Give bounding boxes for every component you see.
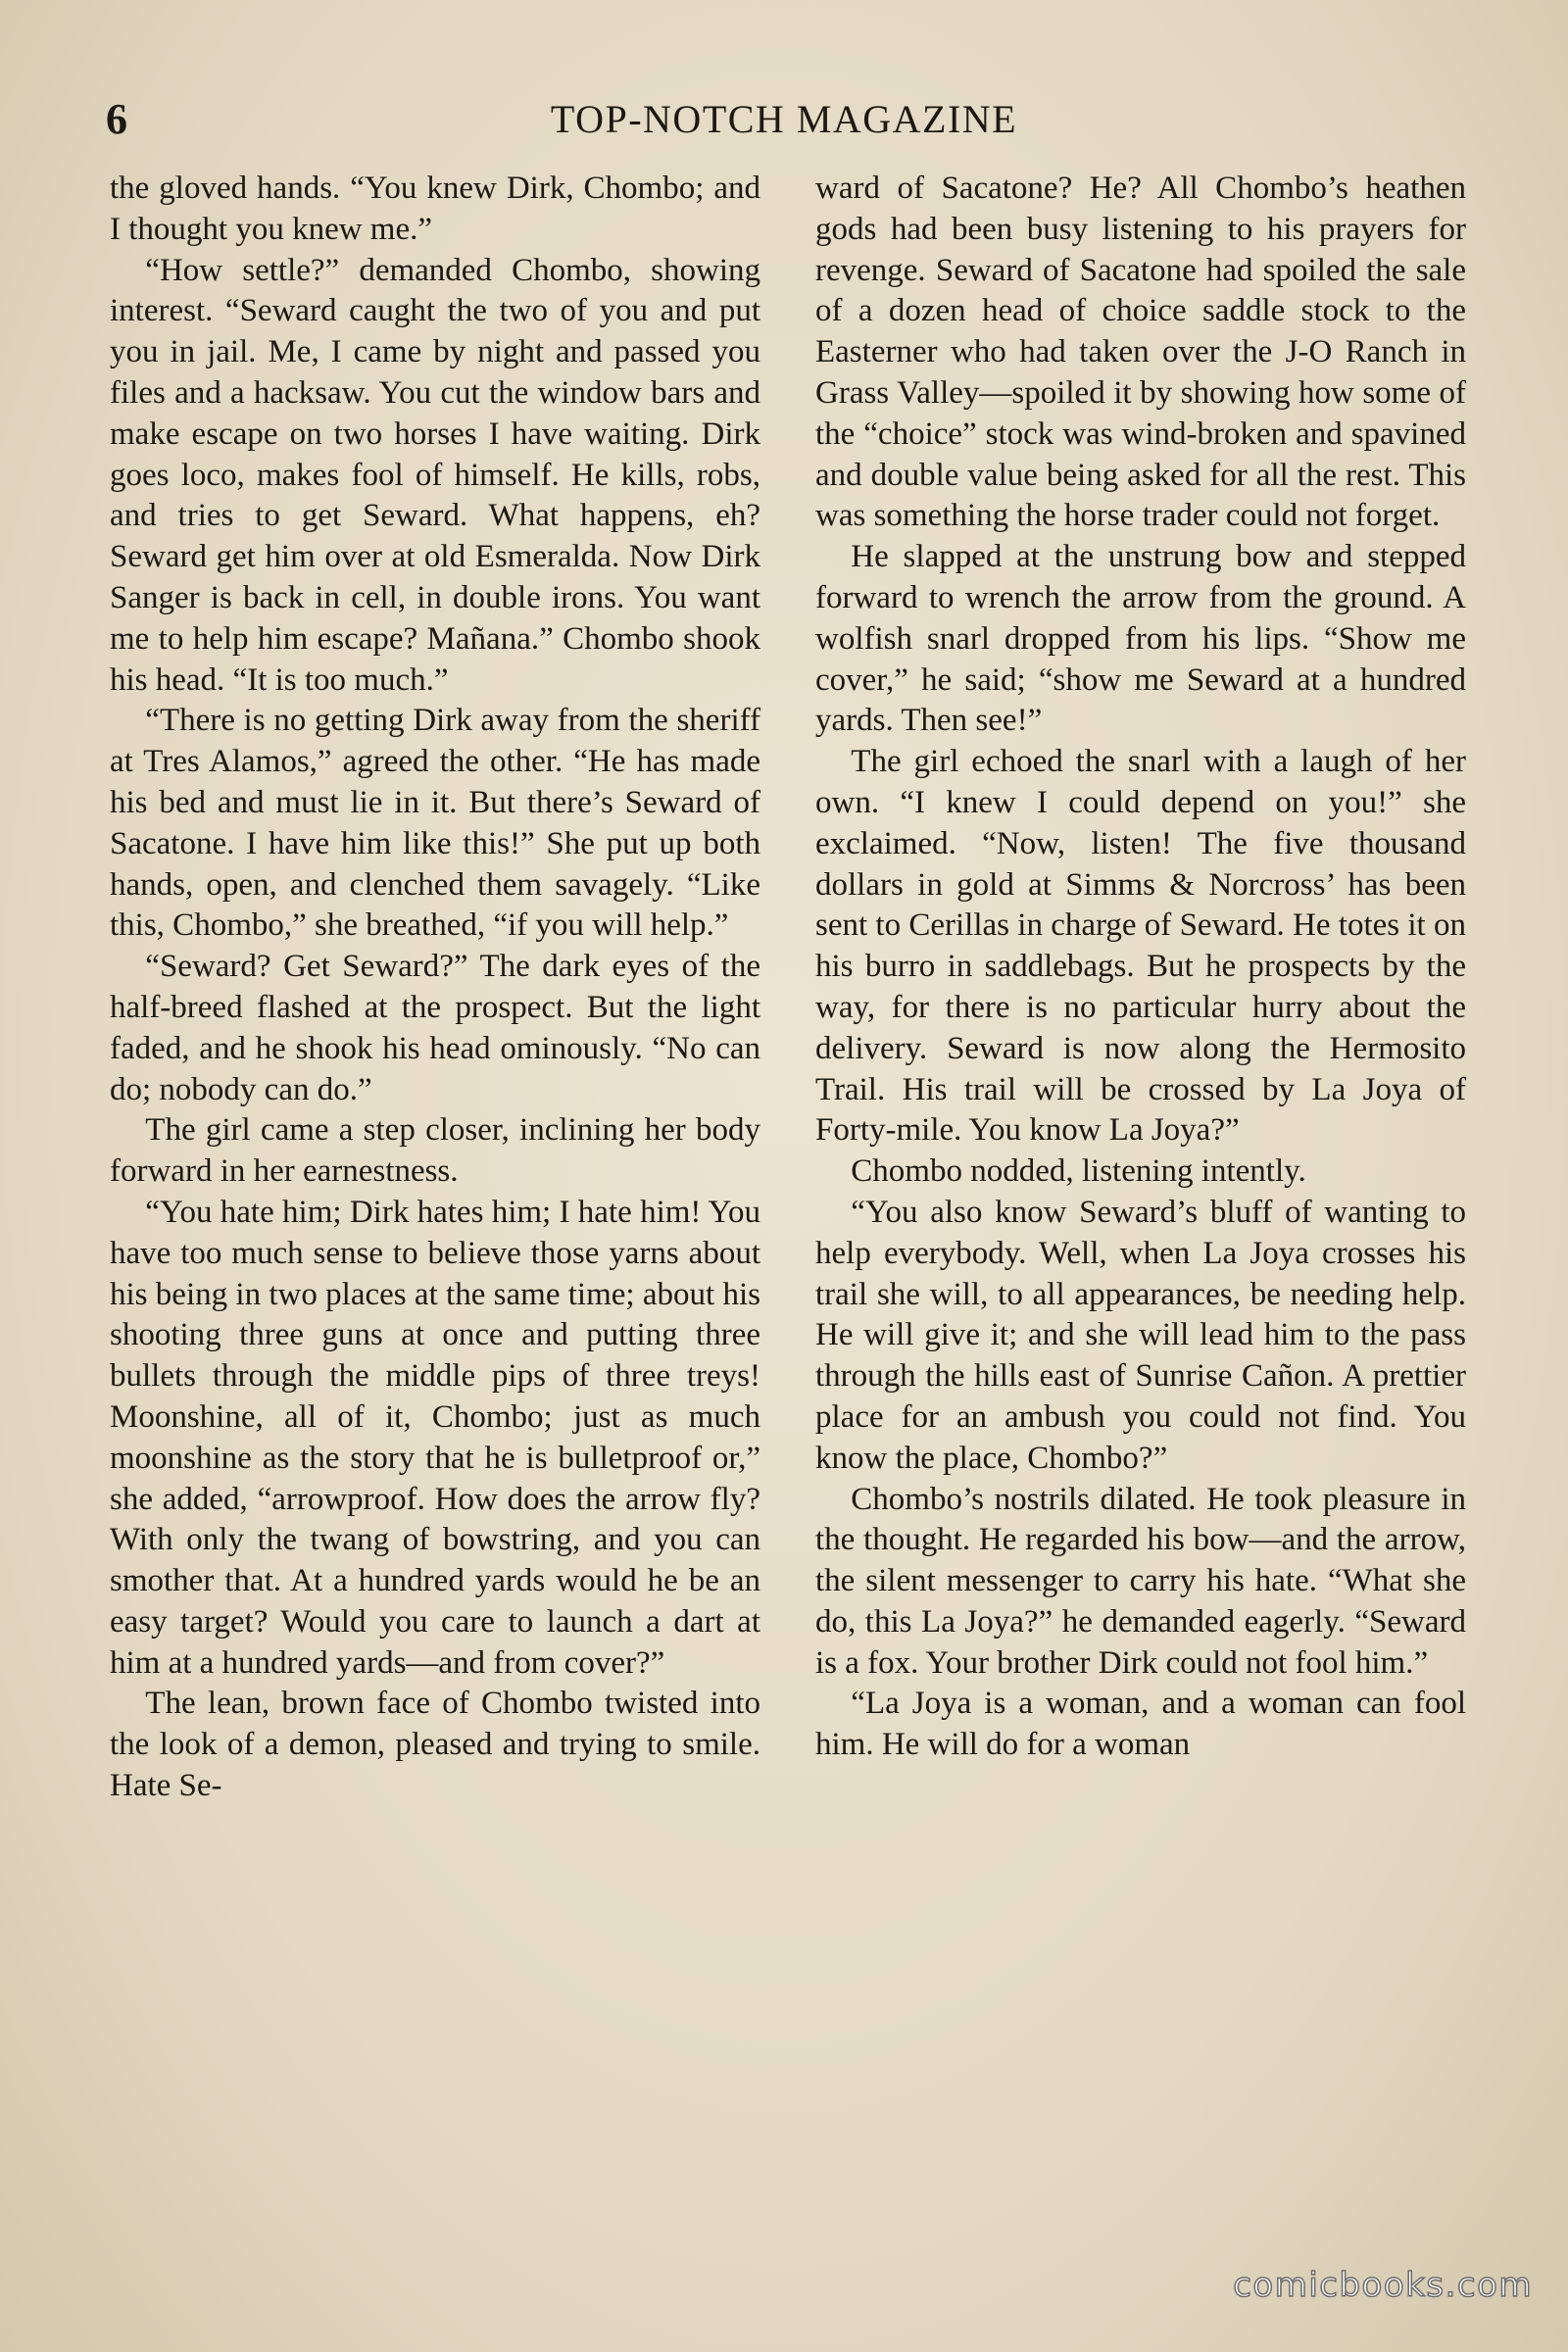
paragraph: the gloved hands. “You knew Dirk, Chombo; and I thought you knew me.” xyxy=(110,171,760,247)
paragraph: “La Joya is a woman, and a woman can fool him. He will do for a woman xyxy=(815,1686,1466,1763)
paragraph: “How settle?” demanded Chombo, showing interest. “Seward caught the two of you and put you in jail. Me, I came by night and passed you files and a hacksaw. You cut the window bars and make escape on two horses I have waiting. Dirk goes loco, makes fool of himself. He kills, robs, and tries to get Seward. What happens, eh? Seward get him over at old Esmeralda. Now Dirk Sanger is back in cell, in double irons. You want me to help him escape? Mañana.” Chombo shook his head. “It is too much.” xyxy=(110,252,760,698)
paragraph: The girl echoed the snarl with a laugh of her own. “I knew I could depend on you!” she exclaimed. “Now, listen! The five thousand dollars in gold at Simms & Norcross’ has been sent to Cerillas in charge of Seward. He totes it on his burro in saddlebags. But he prospects by the way, for there is no particular hurry about the delivery. Seward is now along the Hermosito Trail. His trail will be crossed by La Joya of Forty-mile. You know La Joya?” xyxy=(815,744,1466,1149)
left-column xyxy=(110,169,760,2236)
paragraph: “You hate him; Dirk hates him; I hate him! You have too much sense to believe those yarns about his being in two places at the same time; about his shooting three guns at once and putting three bullets through the middle pips of three treys! Moonshine, all of it, Chombo; just as much moonshine as the story that he is bulletproof or,” she added, “arrowproof. How does the arrow fly? With only the twang of bowstring, and you can smother that. At a hundred yards would he be an easy target? Would you care to launch a dart at him at a hundred yards—and from cover?” xyxy=(110,1194,760,1681)
right-column xyxy=(815,169,1466,2236)
paragraph: “You also know Seward’s bluff of wanting to help everybody. Well, when La Joya crosses his trail she will, to all appearances, be needing help. He will give it; and she will lead him to the pass through the hills east of Sunrise Cañon. A prettier place for an ambush you could not find. You know the place, Chombo?” xyxy=(815,1194,1466,1476)
paragraph: Chombo’s nostrils dilated. He took pleasure in the thought. He regarded his bow—and the arrow, the silent messenger to carry his hate. “What she do, this La Joya?” he demanded eagerly. “Seward is a fox. Your brother Dirk could not fool him.” xyxy=(815,1481,1466,1681)
page-header xyxy=(106,90,1462,149)
paragraph: The lean, brown face of Chombo twisted into the look of a demon, pleased and trying to smile. Hate Se- xyxy=(110,1686,760,1804)
paragraph: The girl came a step closer, inclining her body forward in her earnestness. xyxy=(110,1112,760,1190)
paragraph: He slapped at the unstrung bow and stepped forward to wrench the arrow from the ground. A wolfish snarl dropped from his lips. “Show me cover,” he said; “show me Seward at a hundred yards. Then see!” xyxy=(815,539,1466,739)
page-number: 6 xyxy=(106,95,127,143)
watermark: comicbooks.com xyxy=(1233,2266,1533,2305)
text-columns xyxy=(110,169,1466,2236)
paragraph: ward of Sacatone? He? All Chombo’s heathen gods had been busy listening to his prayers for revenge. Seward of Sacatone had spoiled the sale of a dozen head of choice saddle stock to the Easterner who had taken over the J-O Ranch in Grass Valley—spoiled it by showing how some of the “choice” stock was wind-broken and spavined and double value being asked for all the rest. This was something the horse trader could not forget. xyxy=(815,171,1466,534)
paragraph: “Seward? Get Seward?” The dark eyes of the half-breed flashed at the prospect. But the light faded, and he shook his head ominously. “No can do; nobody can do.” xyxy=(110,949,760,1107)
paragraph: Chombo nodded, listening intently. xyxy=(851,1153,1306,1190)
paragraph: “There is no getting Dirk away from the sheriff at Tres Alamos,” agreed the other. “He has made his bed and must lie in it. But there’s Seward of Sacatone. I have him like this!” She put up both hands, open, and clenched them savagely. “Like this, Chombo,” she breathed, “if you will help.” xyxy=(110,703,760,944)
running-head: TOP-NOTCH MAGAZINE xyxy=(550,97,1018,141)
